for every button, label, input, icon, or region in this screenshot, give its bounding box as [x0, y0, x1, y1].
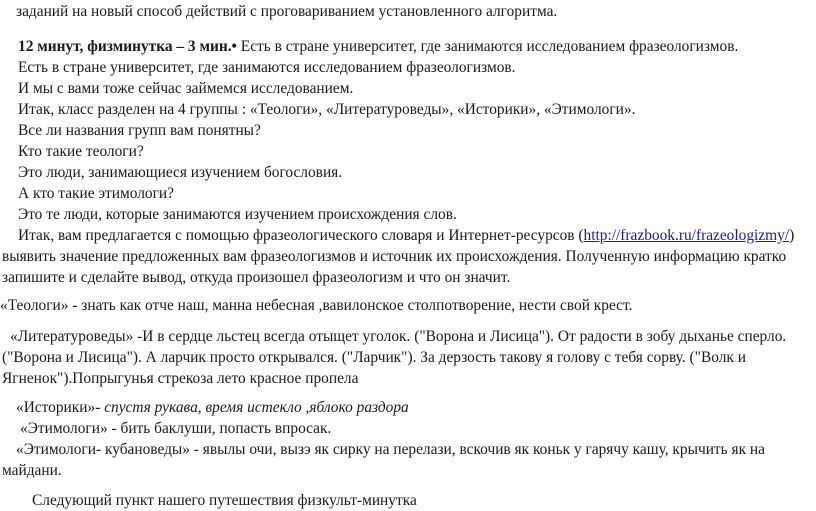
text-line-2: Есть в стране университет, где занимаются исследованием фразеологизмов.	[18, 59, 516, 76]
text-line-7: Это люди, занимающиеся изучением богословия.	[18, 164, 343, 181]
text-line-6: Кто такие теологи?	[18, 143, 144, 160]
text-line-8: А кто такие этимологи?	[18, 185, 174, 202]
physminute-line	[18, 37, 738, 57]
historians-label: «Историки»-	[16, 399, 101, 416]
lit-line-3: Ягненок").Попрыгунья стрекоза лето красное пропела	[2, 370, 359, 387]
final-line: Следующий пункт нашего путешествия физкульт-минутка	[32, 492, 417, 509]
frazbook-link[interactable]: http://frazbook.ru/frazeologizmy/	[583, 227, 790, 244]
text-line-12: запишите и сделайте вывод, откуда произошел фразеологизм и что он значит.	[2, 269, 511, 286]
etim-line-1: «Этимологи» - бить баклуши, попасть впросак.	[20, 420, 332, 437]
lit-line-1: «Литературоведы» -И в сердце льстец всегда отыщет уголок. ("Ворона и Лисица"). От радости в зобу дыханье сперло.	[10, 328, 787, 345]
historians-text: спустя рукава, время истекло ,яблоко раздора	[104, 399, 409, 416]
lit-line-2: ("Ворона и Лисица"). А ларчик просто открывался. ("Ларчик"). За дерзость такову я голову с тебя сорву. ("Волк и	[2, 349, 746, 366]
text-line-10	[18, 226, 794, 246]
text-line-5: Все ли названия групп вам понятны?	[18, 122, 261, 139]
text-line-9: Это те люди, которые занимаются изучением происхождения слов.	[18, 206, 457, 223]
text-line-3: И мы с вами тоже сейчас займемся исследованием.	[18, 80, 354, 97]
text-line-10-post: )	[789, 227, 795, 244]
theologi-line: «Теологи» - знать как отче наш, манна небесная ,вавилонское столпотворение, нести свой крест.	[0, 297, 633, 314]
text-line-10-pre: Итак, вам предлагается с помощью фразеологического словаря и Интернет-ресурсов (	[18, 227, 584, 244]
bullet-icon: •	[231, 38, 237, 55]
etim-line-3: майдани.	[2, 462, 62, 479]
etim-line-2: «Этимологи- кубановеды» - явылы очи, вызэ як сирку на перелази, вскочив як коньк у гарячу кашу, крычить як на	[16, 441, 765, 458]
text-line-11: выявить значение предложенных вам фразеологизмов и источник их происхождения. Полученную информацию кратко	[2, 248, 787, 265]
physminute-text: Есть в стране университет, где занимаются исследованием фразеологизмов.	[240, 38, 739, 55]
historians-line	[16, 398, 409, 418]
physminute-heading: 12 минут, физминутка – 3 мин.	[18, 38, 232, 55]
intro-line: заданий на новый способ действий с проговариванием установленного алгоритма.	[16, 3, 558, 20]
text-line-4: Итак, класс разделен на 4 группы : «Теологи», «Литературоведы», «Историки», «Этимологи».	[18, 101, 636, 118]
